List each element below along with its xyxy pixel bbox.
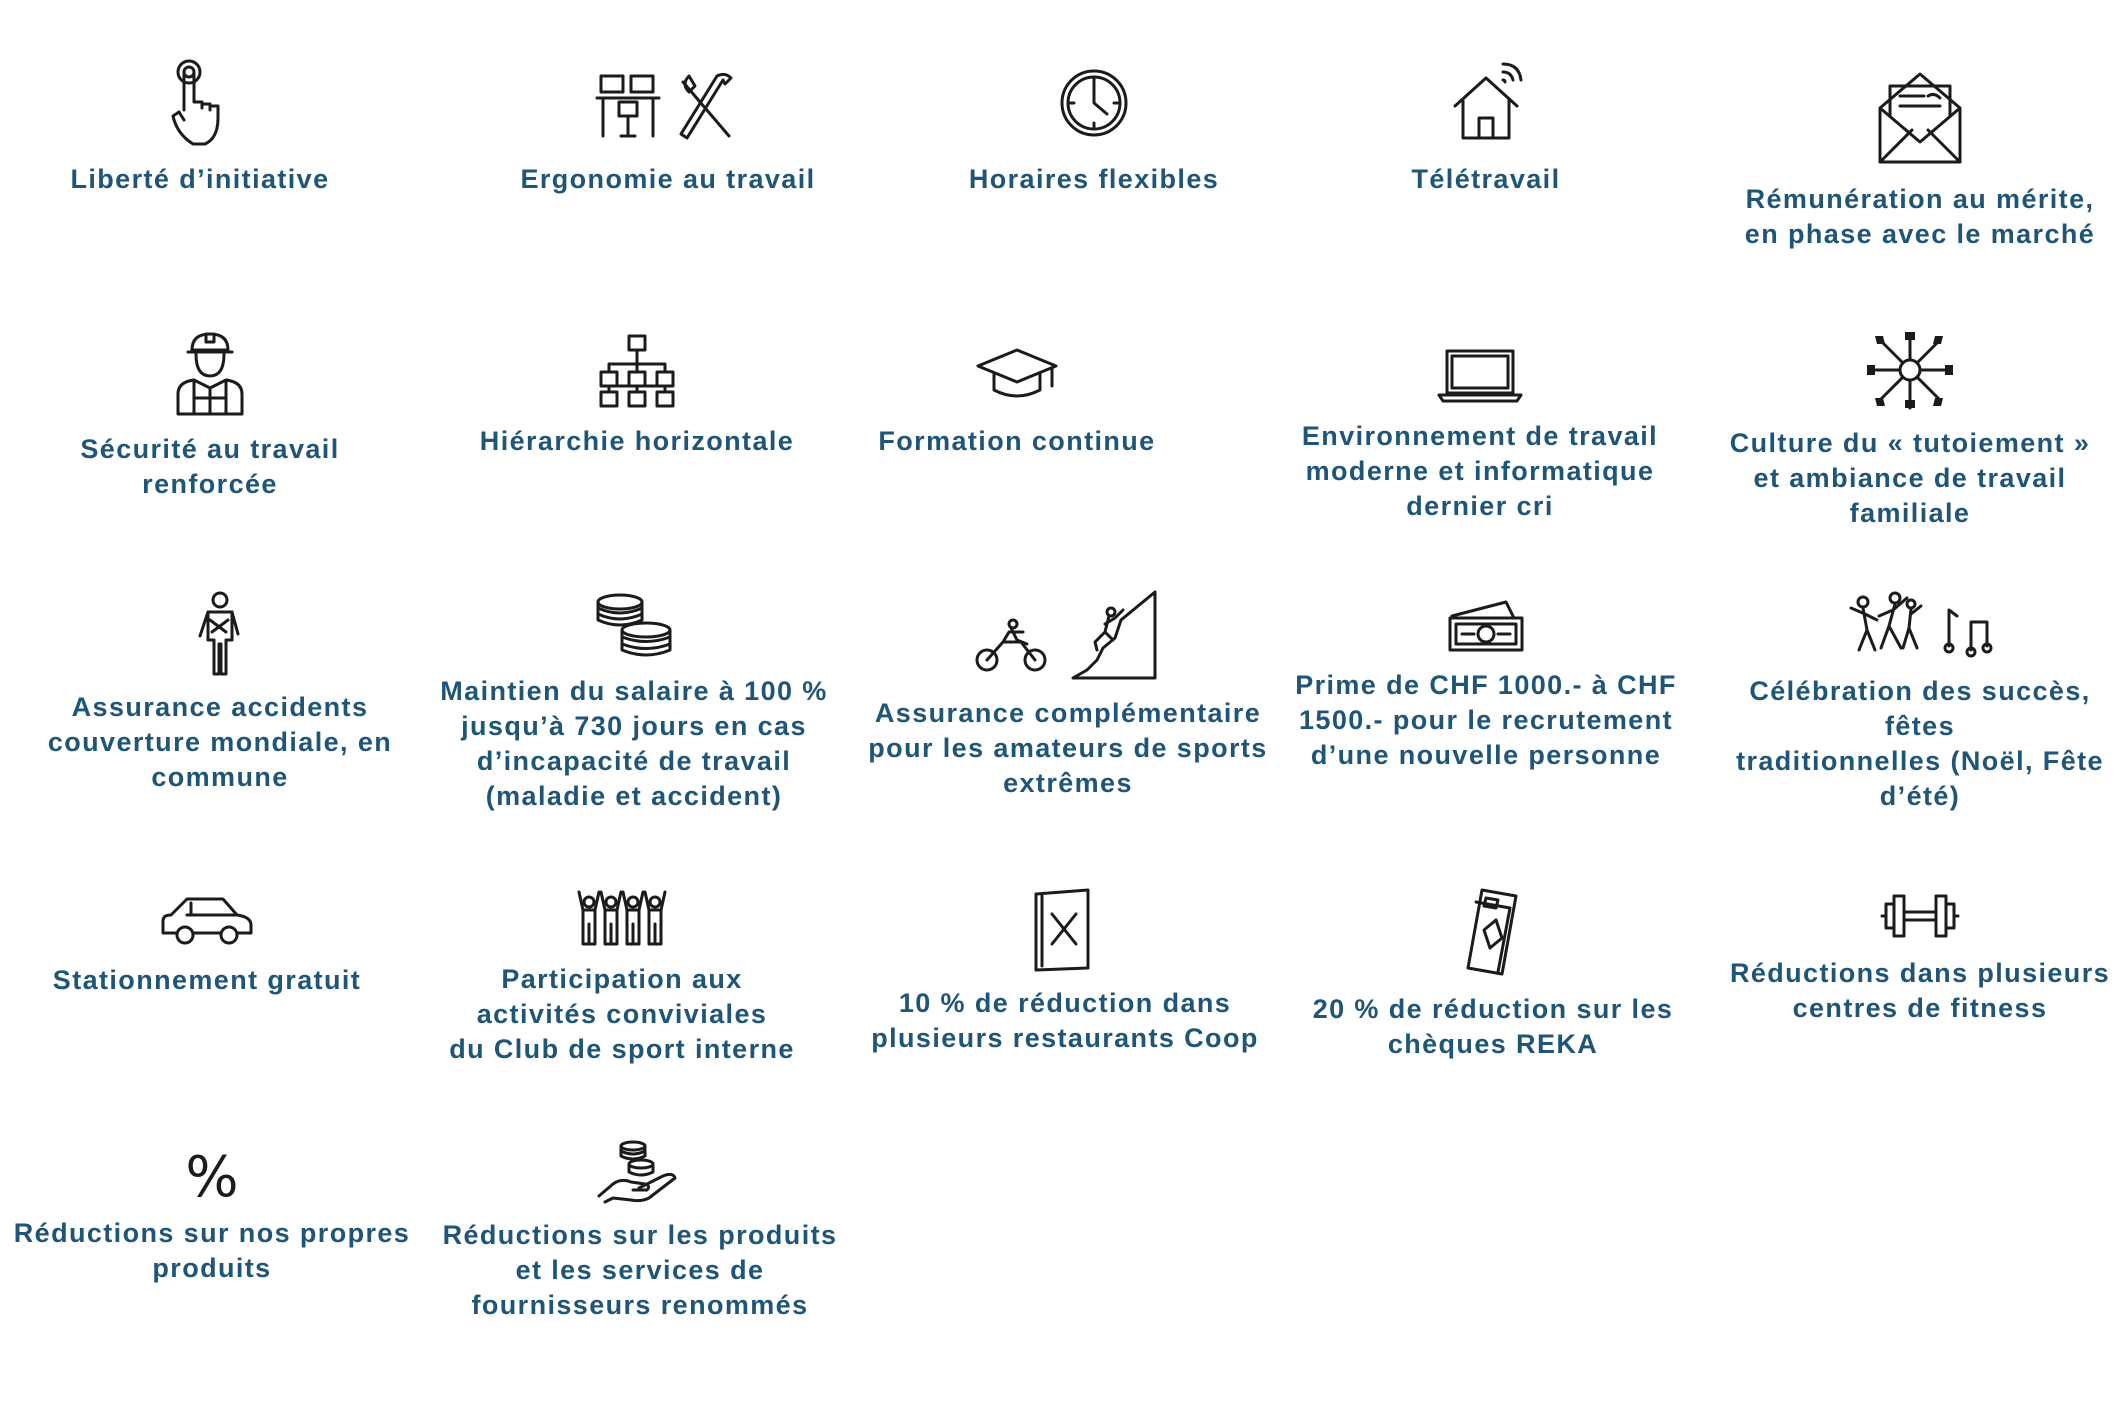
benefit-label: Participation aux activités conviviales du Club de sport interne	[449, 964, 795, 1064]
cheering-group-icon	[577, 888, 667, 948]
benefit-item	[10, 328, 410, 502]
benefit-item	[868, 588, 1268, 801]
benefit-label: Rémunération au mérite, en phase avec le marché	[1744, 184, 2096, 249]
benefit-item	[422, 888, 822, 1067]
benefit-item	[1720, 890, 2120, 1026]
clock-icon	[1049, 58, 1139, 148]
org-chart-icon	[597, 330, 677, 410]
benefit-item	[1286, 594, 1686, 773]
benefit-label: Assurance complémentaire pour les amateurs de sports extrêmes	[868, 698, 1268, 798]
benefit-item	[440, 1138, 840, 1323]
benefit-item	[1720, 68, 2120, 252]
benefit-item	[1286, 58, 1686, 197]
desk-tools-icon	[593, 58, 743, 148]
benefit-label: Maintien du salaire à 100 % jusqu’à 730 jours en cas d’incapacité de travail (maladie et accident)	[440, 676, 828, 811]
home-wifi-icon	[1441, 58, 1531, 148]
benefit-label: Télétravail	[1411, 164, 1561, 194]
benefit-item	[434, 590, 834, 814]
coins-stack-icon	[594, 590, 674, 660]
party-music-icon	[1845, 590, 1995, 660]
car-icon	[157, 893, 257, 949]
benefit-item	[437, 330, 837, 459]
benefit-label: Formation continue	[878, 426, 1156, 456]
benefit-label: Environnement de travail moderne et informatique dernier cri	[1301, 421, 1659, 521]
benefit-item	[894, 58, 1294, 197]
hand-coins-icon	[595, 1138, 685, 1204]
benefit-label: Ergonomie au travail	[520, 164, 816, 194]
benefit-label: 20 % de réduction sur les chèques REKA	[1312, 994, 1674, 1059]
banknotes-icon	[1446, 594, 1526, 654]
benefit-item	[865, 886, 1265, 1056]
benefit-item	[817, 340, 1217, 459]
svg-text:%: %	[185, 1146, 239, 1202]
benefit-label: Hiérarchie horizontale	[479, 426, 795, 456]
benefit-item	[0, 58, 400, 197]
benefit-item	[20, 590, 420, 795]
benefit-item	[12, 1146, 412, 1286]
benefit-item	[468, 58, 868, 197]
percent-icon	[182, 1146, 242, 1202]
benefit-label: Liberté d’initiative	[70, 164, 330, 194]
extreme-sports-icon	[973, 588, 1163, 682]
benefit-label: Stationnement gratuit	[52, 965, 362, 995]
dumbbell-icon	[1880, 890, 1960, 942]
team-hands-icon	[1865, 328, 1955, 412]
benefit-label: Réductions sur les produits et les services de fournisseurs renommés	[442, 1220, 838, 1320]
envelope-letter-icon	[1870, 68, 1970, 168]
benefit-label: Sécurité au travail renforcée	[80, 434, 340, 499]
benefit-item	[7, 893, 407, 998]
restaurant-menu-icon	[1030, 886, 1100, 972]
benefit-item	[1280, 345, 1680, 524]
benefit-label: Célébration des succès, fêtes traditionnelles (Noël, Fête d’été)	[1736, 676, 2104, 811]
hand-pointer-icon	[165, 58, 235, 148]
laptop-icon	[1435, 345, 1525, 405]
benefit-item	[1710, 328, 2110, 531]
benefit-item	[1293, 886, 1693, 1062]
benefit-label: Horaires flexibles	[968, 164, 1220, 194]
benefit-label: Réductions sur nos propres produits	[13, 1218, 411, 1283]
worker-helmet-icon	[170, 328, 250, 418]
benefit-label: 10 % de réduction dans plusieurs restaurants Coop	[871, 988, 1259, 1053]
benefit-label: Prime de CHF 1000.- à CHF 1500.- pour le recrutement d’une nouvelle personne	[1295, 670, 1677, 770]
reka-cheques-icon	[1458, 886, 1528, 978]
benefit-label: Réductions dans plusieurs centres de fitness	[1729, 958, 2111, 1023]
injured-person-icon	[190, 590, 250, 676]
benefit-label: Culture du « tutoiement » et ambiance de travail familiale	[1729, 428, 2091, 528]
graduation-cap-icon	[972, 340, 1062, 410]
benefit-item	[1720, 590, 2120, 814]
benefit-label: Assurance accidents couverture mondiale, en commune	[47, 692, 393, 792]
